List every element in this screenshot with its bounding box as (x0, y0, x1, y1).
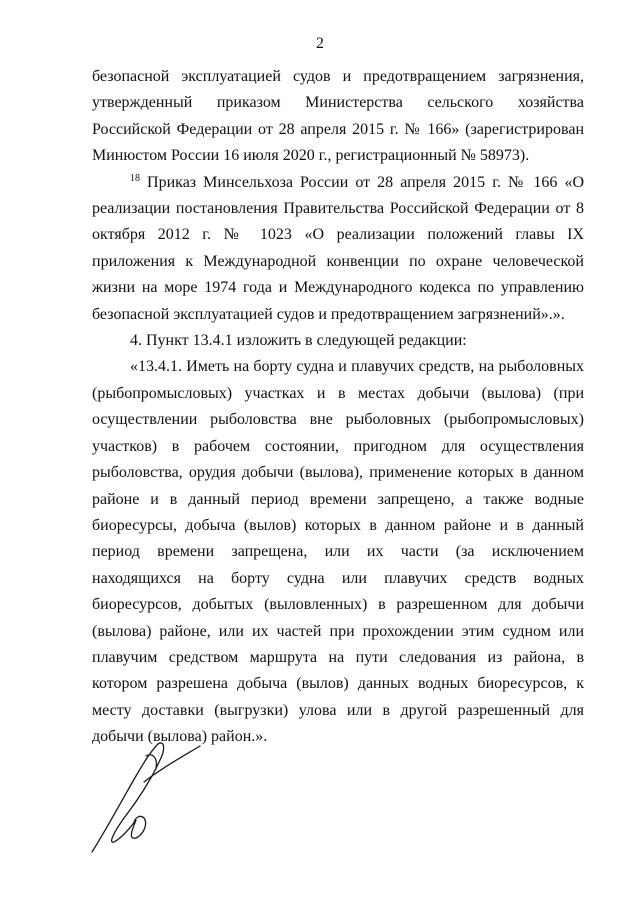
footnote-number: 18 (130, 172, 140, 184)
page-number: 2 (316, 35, 324, 52)
paragraph-item-4: 4. Пункт 13.4.1 изложить в следующей редакции: (130, 332, 467, 350)
footnote-text: Приказ Минсельхоза России от 28 апреля 2015 г. № 166 «О реализации постановления Правительства Российской Федерации от 8 октября 2012 г. № 1023 «О реализации положений главы IX приложения к Международной конвенции по охране человеческой жизни на море 1974 года и Международного кодекса по управлению безопасной эксплуатацией судов и предотвращением загрязнений».». (92, 173, 584, 323)
paragraph-continuation: безопасной эксплуатацией судов и предотвращением загрязнения, утвержденный приказом Министерства сельского хозяйства Российской Федерации от 28 апреля 2015 г. № 166» (зарегистрирован Минюстом России 16 июля 2020 г., регистрационный № 58973). (92, 68, 584, 165)
footnote-paragraph (92, 170, 584, 328)
document-body (92, 64, 584, 751)
paragraph-13-4-1: «13.4.1. Иметь на борту судна и плавучих средств, на рыболовных (рыбопромысловых) участках и в местах добычи (вылова) (при осуществлении рыболовства вне рыболовных (рыбопромысловых) участков) в рабочем состоянии, пригодном для осуществления рыболовства, орудия добычи (вылова), применение которых в данном районе и в данный период времени запрещено, а также водные биоресурсы, добыча (вылов) которых в данном районе и в данный период времени запрещена, или их части (за исключением находящихся на борту судна или плавучих средств водных биоресурсов, добытых (выловленных) в разрешенном для добычи (вылова) районе, или их частей при прохождении этим судном или плавучим средством маршрута на пути следования из района, в котором разрешена добыча (вылов) данных водных биоресурсов, к месту доставки (выгрузки) улова или в другой разрешенный для добычи (вылова) район.». (92, 358, 584, 746)
handwritten-signature (84, 738, 214, 858)
